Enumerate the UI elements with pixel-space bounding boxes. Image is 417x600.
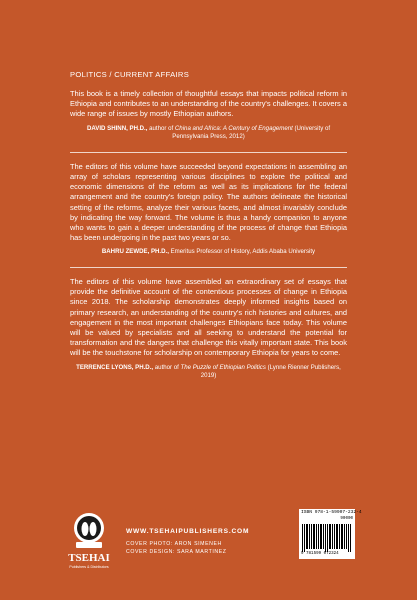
publisher-logo: [66, 508, 112, 574]
review-3-text: The editors of this volume have assembled an extraordinary set of essays that provide the definitive account of the contentious processes of change in Ethiopia since 2018. The scholarship demonstrates deeply informed insights based on primary research, an understanding of the country's rich histories and cultures, and engagement in the most important challenges Ethiopians face today. This volume will be valued by specialists and all seeking to understand the potential for transformation and the dangers that challenge this vitally important state. This book will be the touchstone for scholarship on contemporary Ethiopia for years to come.: [70, 277, 347, 358]
back-cover-text: [70, 70, 347, 381]
cover-design-credit: COVER DESIGN: SARA MARTINEZ: [126, 549, 227, 555]
review-3-pre: author of: [153, 363, 181, 371]
category-label: POLITICS / CURRENT AFFAIRS: [70, 70, 190, 79]
review-2-text: The editors of this volume have succeeded beyond expectations in assembling an array of scholars representing various disciplines to explore the political and economic dimensions of the reform as well as its implications for the federal arrangement and the country's foreign policy. The authors delineate the historical setting of the reforms, analyze their various facets, and almost invariably conclude by indicating the way forward. The volume is thus a handy companion to anyone who wants to gain a deeper understanding of the process of change that Ethiopia has been undergoing in the past two years or so.: [70, 161, 347, 243]
review-3-work: The Puzzle of Ethiopian Politics: [180, 363, 266, 371]
divider: [70, 152, 347, 153]
cover-photo-credit: COVER PHOTO: ARON SIMENEH: [126, 541, 222, 547]
review-1-work: China and Africa: A Century of Engagement: [174, 124, 293, 132]
divider: [70, 267, 347, 268]
barcode-bars-icon: [301, 518, 353, 552]
logo-subtitle: Publishers & Distributors: [69, 565, 109, 569]
review-3-name: TERRENCE LYONS, PH.D.,: [76, 363, 154, 371]
isbn-text: ISBN 978-1-59907-232-4: [301, 510, 362, 515]
ean-digits: 9 781599 072324: [301, 552, 339, 556]
publisher-footer: [66, 508, 362, 578]
review-2-pre: Emeritus Professor of History, Addis Ababa University: [168, 248, 316, 256]
review-1-pre: author of: [147, 124, 175, 132]
price-code: 90000: [340, 517, 353, 521]
review-1-name: DAVID SHINN, PH.D.,: [86, 124, 148, 132]
review-1-text: This book is a timely collection of thoughtful essays that impacts political reform in Ethiopia and contributes to an understanding of the country's challenges. It covers a wide range of issues by mostly Ethiopian authors.: [70, 89, 347, 119]
review-1-post: (University of Pennsylvania Press, 2012): [172, 124, 331, 141]
barcode: [299, 509, 362, 559]
review-3-post: (Lynne Rienner Publishers, 2019): [200, 363, 341, 380]
review-2-name: BAHRU ZEWDE, PH.D.,: [101, 248, 169, 256]
logo-wordmark: TSEHAI: [68, 552, 110, 564]
publisher-website: WWW.TSEHAIPUBLISHERS.COM: [126, 528, 250, 535]
logo-icon: [66, 508, 112, 554]
review-3-attribution: [70, 364, 347, 381]
review-2-attribution: [70, 248, 347, 257]
review-1-attribution: [70, 125, 347, 142]
